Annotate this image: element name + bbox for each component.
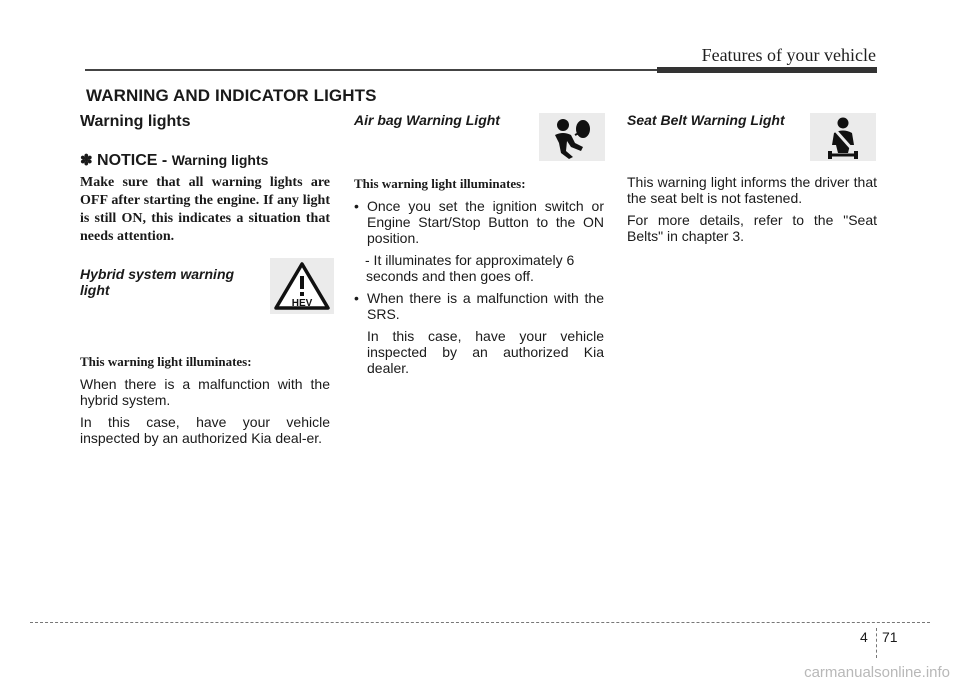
notice-subtitle: Warning lights	[171, 152, 269, 168]
airbag-title: Air bag Warning Light	[354, 112, 500, 128]
airbag-bullet-2	[354, 290, 604, 322]
airbag-sub-item: - It illuminates for approximately 6 seconds and then goes off.	[365, 252, 575, 284]
hybrid-title-line1: Hybrid system warning	[80, 266, 235, 282]
hev-icon-label: HEV	[291, 298, 313, 309]
warning-lights-heading: Warning lights	[80, 113, 191, 130]
bullet-dot: •	[354, 198, 359, 214]
running-header: Features of your vehicle	[701, 45, 876, 65]
hybrid-inspect-text: In this case, have your vehicle inspected by an authorized Kia deal-er.	[80, 414, 330, 446]
airbag-bullet-1-text: Once you set the ignition switch or Engine Start/Stop Button to the ON position.	[367, 198, 604, 246]
seatbelt-title: Seat Belt Warning Light	[627, 112, 785, 128]
airbag-bullet-2-text: When there is a malfunction with the SRS.	[367, 290, 604, 322]
section-heading: WARNING AND INDICATOR LIGHTS	[86, 86, 377, 105]
chapter-number: 4	[860, 629, 868, 645]
notice-heading	[80, 151, 330, 170]
notice-label: NOTICE -	[97, 152, 172, 169]
hybrid-title-line2: light	[80, 282, 110, 298]
notice-star-icon: ✽	[80, 152, 93, 169]
hybrid-illuminates-heading: This warning light illuminates:	[80, 354, 252, 369]
seatbelt-warning-icon	[810, 113, 876, 161]
footer-rule	[30, 622, 930, 623]
header-rule	[85, 69, 677, 71]
header-bar	[657, 67, 877, 73]
notice-text: Make sure that all warning lights are OFF after starting the engine. If any light is still ON, this indicates a situation that needs attention.	[80, 175, 330, 244]
airbag-illuminates-heading: This warning light illuminates:	[354, 176, 526, 191]
hybrid-malfunction-text: When there is a malfunction with the hybrid system.	[80, 376, 330, 408]
seatbelt-info-text: This warning light informs the driver that the seat belt is not fastened.	[627, 174, 877, 206]
page-number-divider	[876, 628, 878, 658]
airbag-inspect-text: In this case, have your vehicle inspected by an authorized Kia dealer.	[367, 328, 604, 376]
seatbelt-reference-text: For more details, refer to the "Seat Belts" in chapter 3.	[627, 212, 877, 244]
page-number: 71	[882, 629, 898, 645]
airbag-bullet-1	[354, 198, 604, 246]
hev-warning-icon	[270, 258, 334, 314]
bullet-dot: •	[354, 290, 359, 306]
watermark: carmanualsonline.info	[804, 664, 950, 681]
airbag-warning-icon	[539, 113, 605, 161]
